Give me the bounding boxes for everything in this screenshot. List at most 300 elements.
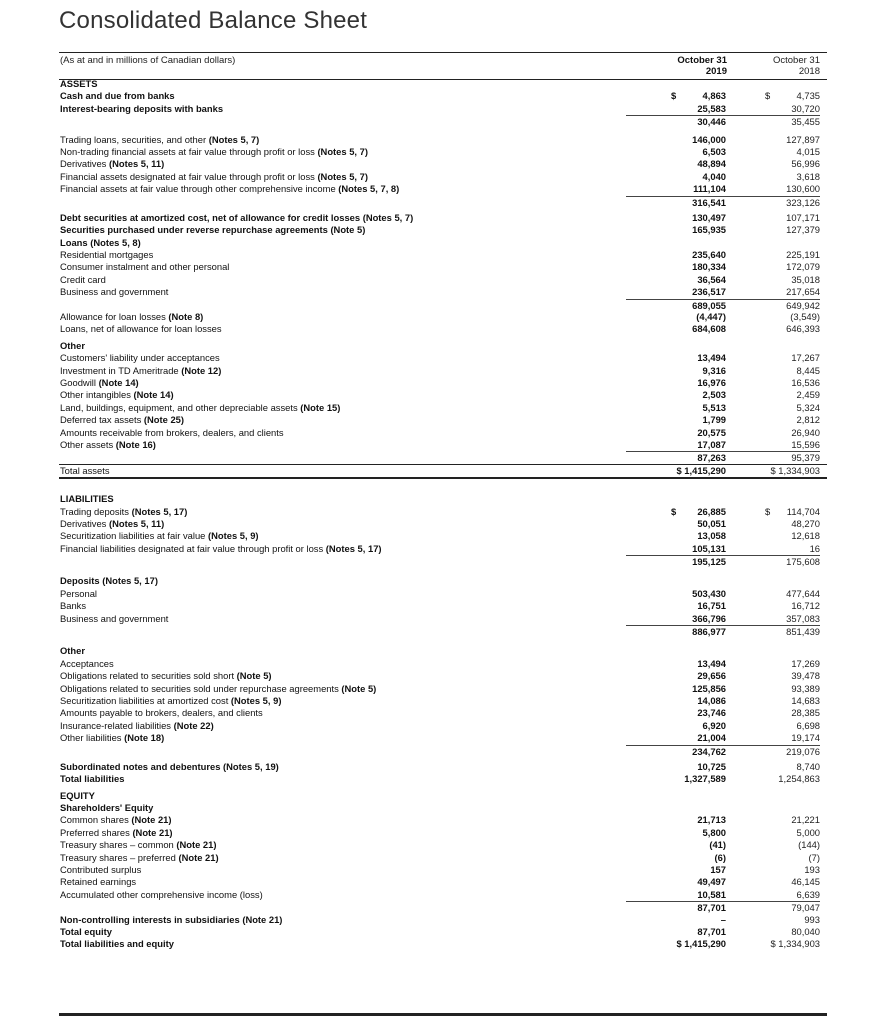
value-2018: 175,608 — [720, 555, 820, 568]
row-label — [60, 600, 86, 612]
value-2018: 107,171 — [786, 211, 820, 223]
row-label — [60, 183, 399, 195]
row-label — [60, 352, 220, 364]
value-2019: 234,762 — [626, 745, 726, 758]
row-label — [60, 518, 164, 530]
row-label-text: Business and government — [60, 612, 169, 624]
note-reference: (Note 22) — [173, 719, 214, 731]
value-2018: 19,174 — [791, 732, 820, 744]
row-label-text: Financial assets at fair value through other comprehensive income — [60, 183, 339, 195]
note-reference: (Notes 5, 7) — [208, 133, 260, 145]
row-label — [60, 323, 222, 335]
value-2019: (41) — [709, 839, 726, 851]
note-reference: (Notes 5, 9) — [230, 694, 282, 706]
section-heading — [59, 575, 827, 587]
row-label-text: Total equity — [60, 926, 112, 937]
value-2018: 26,940 — [791, 426, 820, 438]
note-reference: (Note 12) — [181, 364, 222, 376]
row-label — [60, 103, 223, 115]
note-reference: (Note 5) — [341, 682, 377, 694]
table-row — [59, 249, 827, 261]
value-2018: 48,270 — [791, 517, 820, 529]
value-2019: 235,640 — [692, 249, 726, 261]
value-2019: 87,263 — [626, 451, 726, 464]
row-label-text: Investment in TD Ameritrade — [60, 364, 182, 376]
row-label — [60, 588, 97, 600]
row-label — [60, 938, 174, 950]
value-2019: 366,796 — [692, 612, 726, 624]
row-label-text: Loans, net of allowance for loan losses — [60, 323, 222, 335]
subtotal-row — [59, 115, 827, 127]
row-label-text: Allowance for loan losses — [60, 311, 169, 323]
column-header-band — [59, 52, 827, 80]
balance-sheet-table — [59, 78, 827, 951]
note-reference: (Note 25) — [143, 414, 184, 426]
value-2018: 35,018 — [791, 273, 820, 285]
row-label-text: Obligations related to securities sold under repurchase agreements — [60, 682, 342, 694]
row-label — [60, 683, 376, 695]
value-2018: 193 — [804, 864, 820, 876]
row-label-text: Other liabilities — [60, 732, 125, 744]
row-label — [60, 261, 229, 273]
value-2019: 23,746 — [697, 707, 726, 719]
value-2019: 2,503 — [702, 389, 726, 401]
value-2018: 16,536 — [791, 376, 820, 388]
row-label-text: Trading deposits — [60, 505, 132, 517]
row-label-text: Treasury shares – common — [60, 839, 177, 851]
page-title: Consolidated Balance Sheet — [59, 7, 368, 34]
row-label — [60, 340, 85, 352]
column-header-2018 — [740, 55, 820, 77]
value-2019: 5,800 — [702, 826, 726, 838]
value-2018: 95,379 — [720, 451, 820, 464]
column-header-2018-year: 2018 — [798, 66, 820, 77]
row-label-text: Financial liabilities designated at fair value through profit or loss — [60, 542, 326, 554]
value-2019: 13,058 — [697, 530, 726, 542]
subtotal-row — [59, 196, 827, 208]
section-heading — [59, 78, 827, 90]
row-label — [60, 575, 158, 587]
value-2019: – — [720, 913, 726, 925]
note-reference: (Notes 5, 7) — [317, 145, 368, 157]
table-row — [59, 926, 827, 938]
row-label-text: Land, buildings, equipment, and other depreciable assets — [60, 401, 301, 413]
value-2018: 219,076 — [720, 745, 820, 758]
row-label — [60, 889, 263, 901]
note-reference: (Note 21) — [131, 814, 172, 826]
table-row — [59, 543, 827, 555]
table-row — [59, 761, 827, 773]
row-label — [60, 158, 164, 170]
row-label-text: Interest-bearing deposits with banks — [60, 102, 224, 114]
value-2018: 28,385 — [791, 707, 820, 719]
row-label-text: Consumer instalment and other personal — [60, 261, 230, 273]
value-2018: 6,698 — [796, 719, 820, 731]
row-label — [60, 146, 368, 158]
currency-symbol-2019: $ — [671, 90, 677, 102]
table-row — [59, 588, 827, 600]
table-row — [59, 670, 827, 682]
row-label-text: Deposits (Notes 5, 17) — [60, 575, 158, 587]
note-reference: (Note 16) — [115, 438, 156, 450]
value-2018: 80,040 — [791, 926, 820, 937]
row-label — [60, 237, 141, 249]
value-2019: 684,608 — [692, 323, 726, 335]
value-2019: 25,583 — [697, 102, 726, 114]
value-2018: 225,191 — [786, 249, 820, 261]
table-row — [59, 414, 827, 426]
row-label — [60, 827, 173, 839]
row-label-text: Financial assets designated at fair value through profit or loss — [60, 170, 318, 182]
value-2018: 127,897 — [786, 133, 820, 145]
row-label-text: Insurance-related liabilities — [60, 719, 174, 731]
row-label-text: Loans (Notes 5, 8) — [60, 236, 141, 248]
row-label-text: Shareholders' Equity — [60, 802, 154, 814]
row-label — [60, 914, 282, 926]
value-2018: (3,549) — [790, 311, 820, 323]
value-2019: 316,541 — [626, 196, 726, 209]
value-2018: 993 — [804, 913, 820, 925]
table-row — [59, 134, 827, 146]
value-2019: 48,894 — [697, 158, 726, 170]
row-label — [60, 732, 164, 744]
row-label-text: Goodwill — [60, 376, 99, 388]
note-reference: (Note 8) — [168, 311, 204, 323]
row-label — [60, 876, 136, 888]
table-row — [59, 814, 827, 826]
value-2019: 21,004 — [697, 732, 726, 744]
value-2019: 87,701 — [697, 926, 726, 937]
table-row — [59, 389, 827, 401]
subtotal-row — [59, 625, 827, 637]
table-row — [59, 506, 827, 518]
table-row — [59, 707, 827, 719]
column-header-2018-date: October 31 — [773, 55, 820, 66]
value-2018: 130,600 — [786, 183, 820, 195]
value-2019: 195,125 — [626, 555, 726, 568]
row-label — [60, 427, 284, 439]
table-subtitle: (As at and in millions of Canadian dollars) — [60, 55, 236, 66]
value-2019: 29,656 — [697, 670, 726, 682]
section-heading — [59, 340, 827, 352]
note-reference: (Note 14) — [133, 389, 174, 401]
row-label-text: Securities purchased under reverse repurchase agreements (Note 5) — [60, 224, 366, 236]
column-header-2019-year: 2019 — [705, 66, 727, 77]
value-2019: 9,316 — [702, 364, 726, 376]
row-label-text: Banks — [60, 600, 87, 612]
table-row — [59, 212, 827, 224]
value-2019: 105,131 — [692, 542, 726, 554]
row-label — [60, 506, 187, 518]
value-2018: 8,445 — [796, 364, 820, 376]
row-label — [60, 90, 175, 102]
note-reference: (Notes 5, 11) — [108, 158, 165, 170]
bottom-rule — [59, 1013, 827, 1016]
value-2018: 357,083 — [786, 612, 820, 624]
row-label-text: ASSETS — [60, 78, 98, 89]
row-label-text: Amounts receivable from brokers, dealers, and clients — [60, 426, 284, 438]
row-label — [60, 286, 168, 298]
table-row — [59, 852, 827, 864]
table-row — [59, 839, 827, 851]
value-2019: (4,447) — [696, 311, 726, 323]
row-label — [60, 212, 413, 224]
value-2018: 4,015 — [796, 145, 820, 157]
table-row — [59, 311, 827, 323]
section-heading — [59, 802, 827, 814]
value-2018: 1,254,863 — [778, 773, 820, 785]
row-label-text: Securitization liabilities at fair value — [60, 530, 208, 542]
value-2018: 114,704 — [786, 505, 820, 517]
row-label — [60, 814, 172, 826]
total-row — [59, 464, 827, 479]
value-2018: 93,389 — [791, 682, 820, 694]
note-reference: (Notes 5, 9) — [208, 530, 259, 542]
value-2019: 14,086 — [697, 694, 726, 706]
table-row — [59, 146, 827, 158]
row-label — [60, 645, 85, 657]
value-2018: 172,079 — [786, 261, 820, 273]
table-row — [59, 613, 827, 625]
value-2018: 6,639 — [796, 888, 820, 900]
table-row — [59, 914, 827, 926]
subtotal-row — [59, 299, 827, 311]
row-label — [60, 926, 112, 938]
value-2018: $ 1,334,903 — [770, 464, 820, 476]
value-2019: 1,327,589 — [684, 773, 726, 785]
value-2018: 16 — [809, 542, 820, 554]
value-2018: (144) — [798, 839, 820, 851]
value-2019: 36,564 — [697, 273, 726, 285]
row-label — [60, 613, 168, 625]
table-row — [59, 773, 827, 785]
row-label-text: Obligations related to securities sold short — [60, 670, 237, 682]
row-label — [60, 670, 272, 682]
currency-symbol-2019: $ — [671, 505, 677, 517]
row-label — [60, 864, 141, 876]
column-header-2019-date: October 31 — [677, 55, 727, 66]
currency-symbol-2018: $ — [765, 90, 771, 102]
row-label — [60, 171, 368, 183]
row-label-text: Total liabilities and equity — [60, 938, 174, 950]
table-row — [59, 695, 827, 707]
table-row — [59, 365, 827, 377]
row-label-text: Trading loans, securities, and other — [60, 133, 209, 145]
table-row — [59, 600, 827, 612]
subtotal-row — [59, 451, 827, 463]
value-2019: 130,497 — [692, 211, 726, 223]
row-label-text: Securitization liabilities at amortized cost — [60, 694, 231, 706]
section-heading — [59, 493, 827, 505]
row-label — [60, 802, 153, 814]
value-2019: 165,935 — [692, 224, 726, 236]
row-label-text: Deferred tax assets — [60, 414, 144, 426]
row-label-text: Subordinated notes and debentures (Notes 5, 19) — [60, 760, 279, 772]
row-spacer — [59, 479, 827, 493]
value-2019: 10,581 — [697, 888, 726, 900]
value-2019: 125,856 — [692, 682, 726, 694]
table-row — [59, 439, 827, 451]
table-row — [59, 720, 827, 732]
value-2019: 50,051 — [697, 517, 726, 529]
row-spacer — [59, 637, 827, 645]
value-2018: 56,996 — [791, 158, 820, 170]
table-row — [59, 171, 827, 183]
row-label — [60, 543, 382, 555]
value-2018: 5,324 — [796, 401, 820, 413]
note-reference: (Note 21) — [178, 851, 219, 863]
row-label — [60, 720, 214, 732]
value-2019: 157 — [710, 864, 726, 876]
value-2019: 87,701 — [626, 901, 726, 914]
value-2019: 6,503 — [702, 145, 726, 157]
value-2019: 26,885 — [697, 505, 726, 517]
value-2018: 2,459 — [796, 389, 820, 401]
row-label-text: EQUITY — [60, 789, 95, 801]
table-row — [59, 518, 827, 530]
value-2019: 16,976 — [697, 376, 726, 388]
value-2018: 5,000 — [796, 826, 820, 838]
row-label-text: Personal — [60, 587, 98, 599]
value-2019: 886,977 — [626, 625, 726, 638]
value-2019: 236,517 — [692, 286, 726, 298]
note-reference: (Notes 5, 7, 8) — [338, 183, 400, 195]
table-row — [59, 658, 827, 670]
row-label-text: LIABILITIES — [60, 493, 114, 505]
value-2019: 4,040 — [702, 170, 726, 182]
row-label-text: Cash and due from banks — [60, 90, 175, 102]
table-row — [59, 158, 827, 170]
row-label-text: Other intangibles — [60, 389, 134, 401]
table-row — [59, 864, 827, 876]
table-row — [59, 427, 827, 439]
row-label-text: Business and government — [60, 286, 169, 298]
value-2019: 1,799 — [702, 414, 726, 426]
table-row — [59, 938, 827, 950]
row-label-text: Credit card — [60, 273, 106, 285]
table-row — [59, 224, 827, 236]
value-2018: 46,145 — [791, 876, 820, 888]
value-2018: 17,267 — [791, 352, 820, 364]
row-spacer — [59, 567, 827, 575]
value-2018: 127,379 — [786, 224, 820, 236]
value-2018: $ 1,334,903 — [770, 938, 820, 950]
row-label — [60, 493, 114, 505]
value-2018: 8,740 — [796, 760, 820, 772]
row-label — [60, 249, 153, 261]
table-row — [59, 732, 827, 744]
value-2019: 17,087 — [697, 438, 726, 450]
table-row — [59, 352, 827, 364]
table-row — [59, 90, 827, 102]
row-label-text: Debt securities at amortized cost, net of allowance for credit losses (Notes 5, 7) — [60, 211, 414, 223]
value-2019: 6,920 — [702, 719, 726, 731]
row-label — [60, 761, 279, 773]
table-row — [59, 876, 827, 888]
value-2018: (7) — [808, 851, 820, 863]
value-2018: 646,393 — [786, 323, 820, 335]
row-label-text: Retained earnings — [60, 876, 137, 888]
currency-symbol-2018: $ — [765, 505, 771, 517]
table-row — [59, 103, 827, 115]
note-reference: (Note 21) — [176, 839, 217, 851]
table-row — [59, 827, 827, 839]
value-2019: 13,494 — [697, 352, 726, 364]
note-reference: (Note 15) — [300, 401, 341, 413]
value-2018: 39,478 — [791, 670, 820, 682]
row-label — [60, 658, 114, 670]
row-label — [60, 78, 98, 90]
column-header-2019 — [647, 55, 727, 77]
row-label-text: Other assets — [60, 438, 116, 450]
table-row — [59, 530, 827, 542]
row-label — [60, 311, 203, 323]
value-2018: 217,654 — [786, 286, 820, 298]
section-heading — [59, 645, 827, 657]
row-label-text: Contributed surplus — [60, 864, 142, 876]
row-label — [60, 695, 281, 707]
value-2019: 4,863 — [702, 90, 726, 102]
note-reference: (Note 14) — [98, 376, 139, 388]
row-label-text: Derivatives — [60, 517, 109, 529]
note-reference: (Notes 5, 11) — [108, 517, 165, 529]
row-label — [60, 707, 263, 719]
value-2018: 16,712 — [791, 600, 820, 612]
value-2019: 689,055 — [626, 299, 726, 312]
note-reference: (Notes 5, 17) — [325, 542, 382, 554]
value-2018: 12,618 — [791, 530, 820, 542]
value-2018: 3,618 — [796, 170, 820, 182]
note-reference: (Notes 5, 17) — [131, 505, 188, 517]
value-2018: 21,221 — [791, 814, 820, 826]
row-label-text: Amounts payable to brokers, dealers, and clients — [60, 707, 263, 719]
row-label-text: Other — [60, 645, 86, 657]
value-2019: $ 1,415,290 — [676, 464, 726, 476]
row-label-text: Derivatives — [60, 158, 109, 170]
table-row — [59, 377, 827, 389]
row-label — [60, 852, 219, 864]
value-2019: 49,497 — [697, 876, 726, 888]
value-2019: 13,494 — [697, 657, 726, 669]
row-label — [60, 402, 340, 414]
row-label — [60, 839, 216, 851]
value-2019: 503,430 — [692, 587, 726, 599]
note-reference: (Note 18) — [124, 732, 165, 744]
table-row — [59, 286, 827, 298]
row-label — [60, 773, 124, 785]
value-2019: 111,104 — [693, 183, 726, 195]
table-row — [59, 889, 827, 901]
table-row — [59, 683, 827, 695]
note-reference: (Notes 5, 7) — [317, 170, 368, 182]
value-2018: 14,683 — [791, 694, 820, 706]
row-label-text: Non-trading financial assets at fair value through profit or loss — [60, 145, 318, 157]
row-label — [60, 224, 365, 236]
row-label-text: Other — [60, 339, 86, 351]
section-heading — [59, 790, 827, 802]
value-2019: 16,751 — [697, 600, 726, 612]
value-2018: 79,047 — [720, 901, 820, 914]
row-label — [60, 389, 174, 401]
value-2019: (6) — [714, 851, 726, 863]
value-2019: 30,446 — [626, 115, 726, 128]
value-2019: 5,513 — [702, 401, 726, 413]
value-2018: 2,812 — [796, 414, 820, 426]
row-label-text: Acceptances — [60, 657, 114, 669]
table-row — [59, 402, 827, 414]
note-reference: (Note 21) — [132, 826, 173, 838]
row-label-text: Non-controlling interests in subsidiaries (Note 21) — [60, 913, 283, 925]
